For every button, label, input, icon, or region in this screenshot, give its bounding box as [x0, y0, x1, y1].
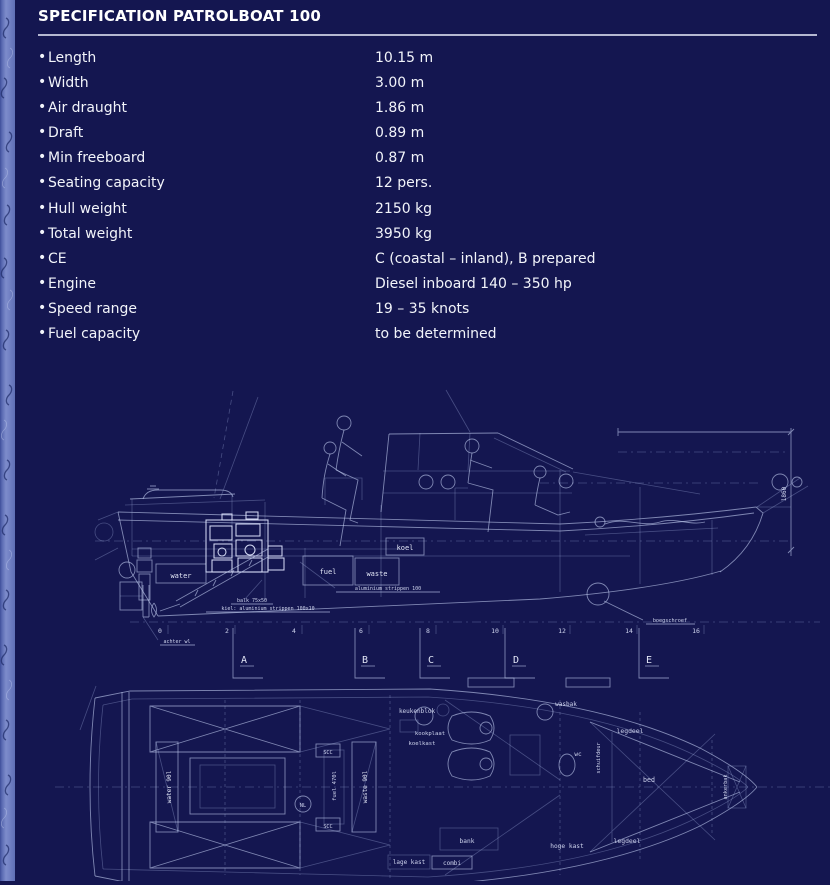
ruler-number: 8	[426, 627, 430, 635]
label-scc-bottom: SCC	[323, 824, 333, 830]
spec-value: 3950 kg	[375, 225, 433, 242]
top-view	[55, 686, 830, 881]
annotation-kiel: kiel: aluminium strippen 100x10	[221, 606, 315, 612]
spec-label: Hull weight	[48, 200, 127, 217]
spec-label: Total weight	[48, 225, 133, 242]
spec-row-min-freeboard	[38, 150, 818, 175]
label-hoge-kast: hoge kast	[550, 843, 584, 850]
spec-row-engine	[38, 276, 818, 301]
spec-row-seating	[38, 175, 818, 200]
spec-value: 3.00 m	[375, 75, 425, 92]
ruler-number: 6	[359, 627, 363, 635]
spec-row-air-draught	[38, 100, 818, 125]
spec-label: Width	[48, 75, 89, 92]
annotation-boegschroef: boegschroef	[652, 618, 688, 624]
blueprint-svg	[15, 385, 830, 881]
spec-value: 12 pers.	[375, 175, 433, 192]
boat-blueprint	[15, 385, 830, 881]
label-kookplaat: kookplaat	[414, 731, 446, 737]
annotation-strips: aluminium strippen 100	[354, 586, 422, 592]
spec-label: Fuel capacity	[48, 326, 141, 343]
bullet: •	[38, 274, 47, 291]
bullet: •	[38, 299, 47, 316]
station-ruler	[130, 617, 820, 687]
spec-row-total-weight	[38, 226, 818, 251]
spec-value: to be determined	[375, 326, 497, 343]
ruler-number: 14	[625, 627, 633, 635]
section-letter-d: D	[513, 655, 520, 666]
bullet: •	[38, 49, 47, 65]
label-wasbak: wasbak	[555, 701, 577, 708]
spec-row-draft	[38, 125, 818, 150]
spec-label: Speed range	[48, 300, 138, 317]
bullet: •	[38, 224, 47, 241]
label-water-90l: water 90l	[166, 770, 173, 804]
label-fuel-tank: fuel	[319, 568, 337, 576]
engine-detail	[206, 512, 284, 572]
label-schuifdeur: schuifdeur	[596, 742, 602, 774]
spec-value: C (coastal – inland), B prepared	[375, 250, 596, 267]
ruler-number: 10	[491, 627, 499, 635]
spec-list	[38, 50, 818, 351]
spec-label: CE	[48, 250, 67, 267]
annotation-achter-wl: achter wl	[163, 639, 191, 645]
spec-value: 19 – 35 knots	[375, 300, 470, 317]
label-ankerbak: ankerbak	[723, 774, 729, 800]
spec-label: Length	[48, 50, 97, 66]
bullet: •	[38, 149, 47, 166]
spec-row-hull-weight	[38, 201, 818, 226]
side-view	[95, 390, 808, 624]
label-wc: wc	[574, 751, 582, 758]
ruler-number: 4	[292, 627, 296, 635]
spec-row-ce	[38, 251, 818, 276]
label-waste-90l: waste 90l	[362, 770, 369, 804]
section-letter-e: E	[646, 655, 653, 666]
bullet: •	[38, 174, 47, 191]
spec-row-width	[38, 75, 818, 100]
bullet: •	[38, 74, 47, 91]
wallpaper-edge	[0, 0, 15, 881]
label-legdeel-bottom: legdeel	[613, 837, 641, 845]
spec-label: Seating capacity	[48, 175, 165, 192]
ruler-number: 12	[558, 627, 566, 635]
label-keukenblok: keukenblok	[398, 708, 436, 715]
label-scc-top: SCC	[323, 750, 333, 756]
bullet: •	[38, 325, 47, 342]
label-lage-kast: lage kast	[392, 859, 426, 866]
spec-value: 10.15 m	[375, 50, 434, 66]
section-letter-b: B	[362, 655, 369, 666]
label-legdeel-top: legdeel	[616, 727, 644, 735]
label-fuel-470l: fuel 470l	[332, 771, 338, 801]
bullet: •	[38, 249, 47, 266]
spec-sheet	[38, 0, 818, 351]
label-water-tank: water	[170, 572, 192, 580]
bullet: •	[38, 124, 47, 141]
section-letter-c: C	[428, 655, 435, 666]
ruler-number: 2	[225, 627, 229, 635]
spec-value: 2150 kg	[375, 200, 433, 217]
spec-row-length	[38, 50, 818, 75]
section-letter-a: A	[241, 655, 248, 666]
label-waste-tank: waste	[366, 570, 388, 578]
wallpaper-squiggle-texture	[0, 0, 15, 881]
spec-value: Diesel inboard 140 – 350 hp	[375, 275, 572, 292]
spec-value: 1.86 m	[375, 100, 425, 117]
ruler-number: 16	[692, 627, 700, 635]
ruler-number: 0	[158, 627, 162, 635]
title-divider	[38, 34, 817, 36]
label-combi: combi	[442, 860, 462, 867]
spec-label: Engine	[48, 275, 96, 292]
label-koel: koel	[396, 544, 414, 552]
bullet: •	[38, 199, 47, 216]
annotation-balk: balk 75x50	[236, 598, 268, 604]
spec-row-fuel-capacity	[38, 326, 818, 351]
label-nl: NL	[299, 803, 307, 809]
spec-label: Draft	[48, 125, 84, 142]
label-bank: bank	[459, 838, 475, 845]
label-bed: bed	[643, 776, 655, 784]
dimension-value: 1860	[781, 486, 788, 502]
label-koelkast: koelkast	[408, 741, 436, 747]
spec-value: 0.89 m	[375, 125, 425, 142]
section-markers	[233, 628, 669, 678]
bullet: •	[38, 99, 47, 116]
spec-value: 0.87 m	[375, 150, 425, 167]
page-title: SPECIFICATION PATROLBOAT 100	[38, 7, 321, 25]
spec-label: Min freeboard	[48, 150, 146, 167]
spec-row-speed-range	[38, 301, 818, 326]
spec-label: Air draught	[48, 100, 128, 117]
